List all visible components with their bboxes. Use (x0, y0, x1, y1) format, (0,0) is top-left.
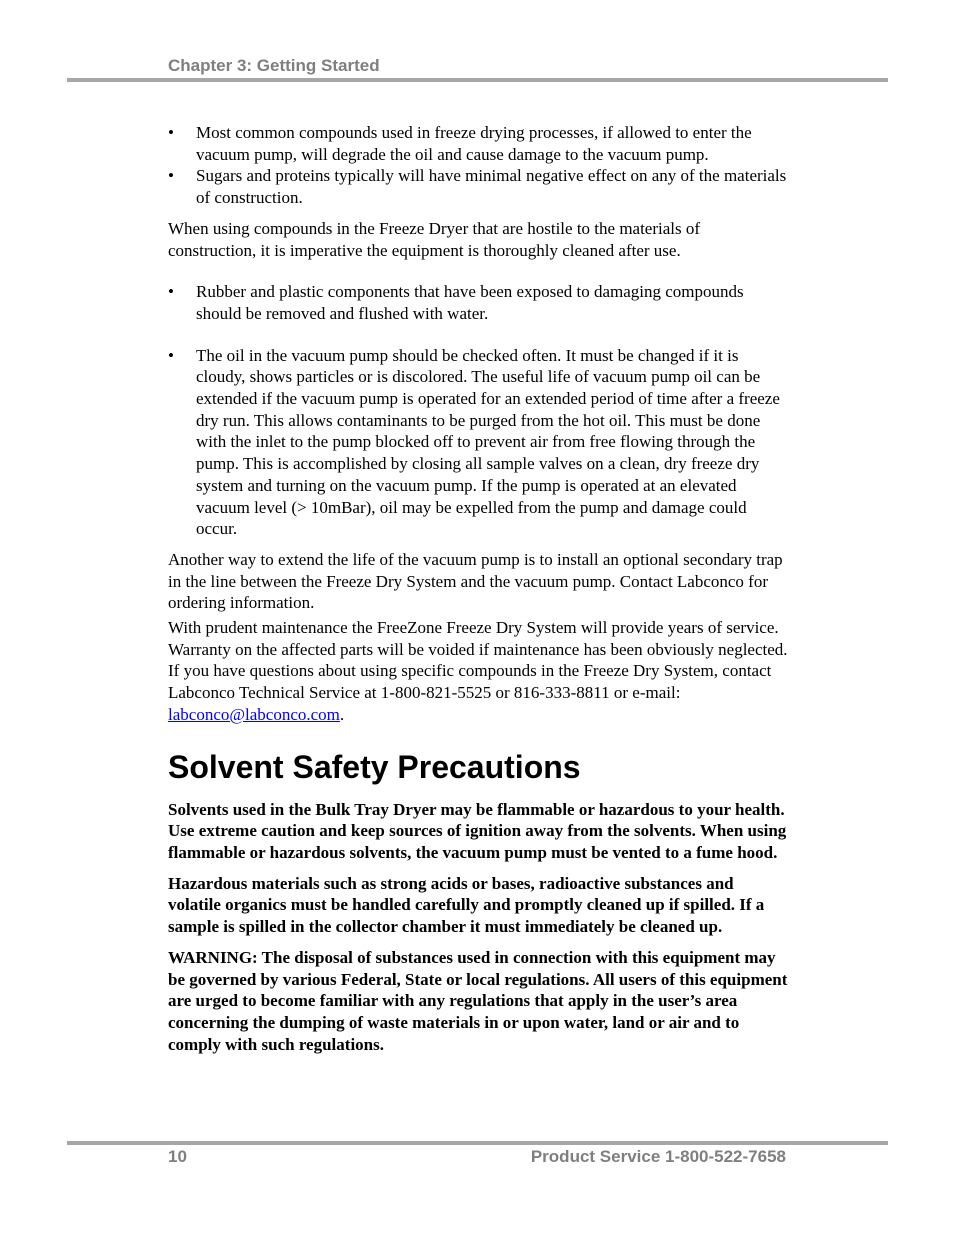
paragraph-warning: WARNING: The disposal of substances used in connection with this equipment may be governed by various Federal, State or local regulations. All users of this equipment are urged to become familiar with any regulations that apply in the user’s area concerning the dumping of waste materials in or upon water, land or air and to comply with such regulations. (168, 947, 788, 1054)
paragraph-solvents: Solvents used in the Bulk Tray Dryer may be flammable or hazardous to your health. Use extreme caution and keep sources of ignition away from the solvents. When using flammable or hazardous solvents, the vacuum pump must be vented to a fume hood. (168, 799, 787, 862)
bullet-list-rubber (168, 281, 790, 324)
bullet-list-compounds (168, 122, 790, 209)
section-heading: Solvent Safety Precautions (168, 748, 581, 785)
list-item: • Most common compounds used in freeze drying processes, if allowed to enter the vacuum pump, will degrade the oil and cause damage to the vacuum pump. (168, 122, 790, 165)
paragraph-hazardous: Hazardous materials such as strong acids or bases, radioactive substances and volatile organics must be handled carefully and promptly cleaned up if spilled. If a sample is spilled in the collector chamber it must immediately be cleaned up. (168, 873, 765, 937)
list-item: • Rubber and plastic components that have been exposed to damaging compounds should be removed and flushed with water. (168, 281, 790, 324)
page-body (168, 122, 790, 1055)
bullet-list-oil (168, 345, 790, 540)
paragraph-maintenance (168, 617, 790, 726)
header-divider (67, 78, 888, 82)
list-item: • Sugars and proteins typically will have minimal negative effect on any of the materials of construction. (168, 165, 790, 208)
maintenance-text: With prudent maintenance the FreeZone Freeze Dry System will provide years of service. Warranty on the affected parts will be voided if maintenance has been obviously neglected. If you have questions about using specific compounds in the Freeze Dry System, contact Labconco Technical Service at 1-800-821-5525 or 816-333-8811 or e-mail: (168, 618, 788, 703)
maintenance-trailing: . (339, 704, 345, 724)
email-link[interactable]: labconco@labconco.com (168, 704, 340, 724)
footer-divider (67, 1141, 888, 1145)
running-header: Chapter 3: Getting Started (168, 56, 380, 75)
page-number: 10 (168, 1147, 187, 1166)
paragraph-secondary-trap: Another way to extend the life of the vacuum pump is to install an optional secondary trap in the line between the Freeze Dry System and the vacuum pump. Contact Labconco for ordering information. (168, 549, 783, 613)
list-item: • The oil in the vacuum pump should be checked often. It must be changed if it is cloudy, shows particles or is discolored. The useful life of vacuum pump oil can be extended if the vacuum pump is operated for an extended period of time after a freeze dry run. This allows contaminants to be purged from the hot oil. This must be done with the inlet to the pump blocked off to prevent air from free flowing through the pump. This is accomplished by closing all sample valves on a clean, dry freeze dry system and turning on the vacuum pump. If the pump is operated at an elevated vacuum level (> 10mBar), oil may be expelled from the pump and damage could occur. (168, 345, 790, 540)
paragraph-hostile-compounds: When using compounds in the Freeze Dryer that are hostile to the materials of construction, it is imperative the equipment is thoroughly cleaned after use. (168, 218, 701, 260)
product-service-phone: Product Service 1-800-522-7658 (530, 1147, 786, 1166)
